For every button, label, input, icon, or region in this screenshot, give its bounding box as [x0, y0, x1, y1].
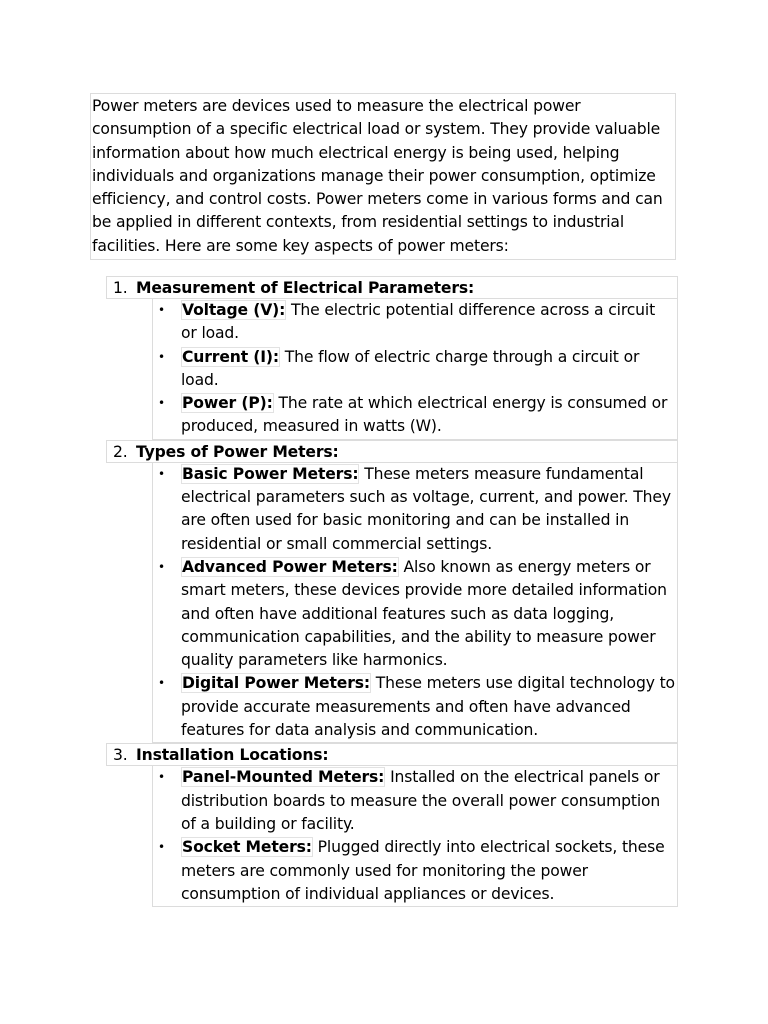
bullet-icon: •	[158, 349, 165, 364]
item-text: The rate at which electrical energy is consumed or produced, measured in watts (W).	[181, 394, 668, 436]
section-types	[106, 440, 678, 744]
aspects-list	[106, 276, 678, 907]
bullet-icon: •	[158, 303, 165, 317]
list-item	[153, 463, 677, 556]
list-item	[153, 346, 677, 393]
bullet-icon: •	[158, 676, 165, 691]
bullet-icon: •	[158, 840, 165, 855]
section-installation	[106, 743, 678, 907]
section-number: 1.	[113, 279, 128, 297]
section-number: 2.	[113, 442, 128, 461]
list-item	[153, 299, 677, 346]
list-item	[153, 836, 677, 906]
item-label: Voltage (V):	[182, 301, 286, 319]
item-label: Socket Meters:	[182, 838, 312, 857]
item-text: The electric potential difference across a circuit or load.	[181, 301, 656, 343]
item-label: Panel-Mounted Meters:	[182, 768, 385, 787]
sub-list	[152, 299, 678, 440]
section-measurement	[106, 276, 678, 440]
section-heading	[106, 276, 678, 299]
list-item	[153, 766, 677, 836]
item-label: Current (I):	[182, 347, 279, 366]
list-item	[153, 392, 677, 439]
item-text: Plugged directly into electrical sockets, these meters are commonly used for monitoring the power consumption of individual appliances or devices.	[181, 838, 665, 903]
list-item	[153, 672, 677, 742]
item-label: Power (P):	[182, 394, 273, 413]
section-number: 3.	[113, 746, 128, 765]
bullet-icon: •	[158, 770, 165, 785]
section-title: Types of Power Meters:	[136, 442, 339, 461]
item-label: Basic Power Meters:	[182, 464, 359, 483]
section-heading	[106, 440, 678, 463]
list-item	[153, 556, 677, 672]
item-label: Digital Power Meters:	[182, 674, 370, 693]
section-title: Installation Locations:	[136, 746, 329, 765]
item-label: Advanced Power Meters:	[182, 557, 398, 576]
item-text: The flow of electric charge through a circuit or load.	[181, 347, 640, 389]
item-text: These meters use digital technology to provide accurate measurements and often have advanced features for data analysis and communication.	[181, 674, 675, 740]
item-text: Installed on the electrical panels or distribution boards to measure the overall power consumption of a building or facility.	[181, 768, 661, 833]
item-text: Also known as energy meters or smart meters, these devices provide more detailed information and often have additional features such as data logging, communication capabilities, and the ability to measure power quality parameters like harmonics.	[181, 557, 667, 670]
bullet-icon: •	[158, 466, 165, 481]
sub-list	[152, 766, 678, 907]
sub-list	[152, 463, 678, 744]
section-heading	[106, 743, 678, 766]
intro-paragraph: Power meters are devices used to measure the electrical power consumption of a specific electrical load or system. They provide valuable information about how much electrical energy is being used, helping individuals and organizations manage their power consumption, optimize efficiency, and control costs. Power meters come in various forms and can be applied in different contexts, from residential settings to industrial facilities. Here are some key aspects of power meters:	[90, 93, 676, 260]
bullet-icon: •	[158, 396, 165, 411]
section-title: Measurement of Electrical Parameters:	[136, 279, 475, 297]
item-text: These meters measure fundamental electrical parameters such as voltage, current, and power. They are often used for basic monitoring and can be installed in residential or small commercial settings.	[181, 464, 671, 553]
bullet-icon: •	[158, 559, 165, 574]
